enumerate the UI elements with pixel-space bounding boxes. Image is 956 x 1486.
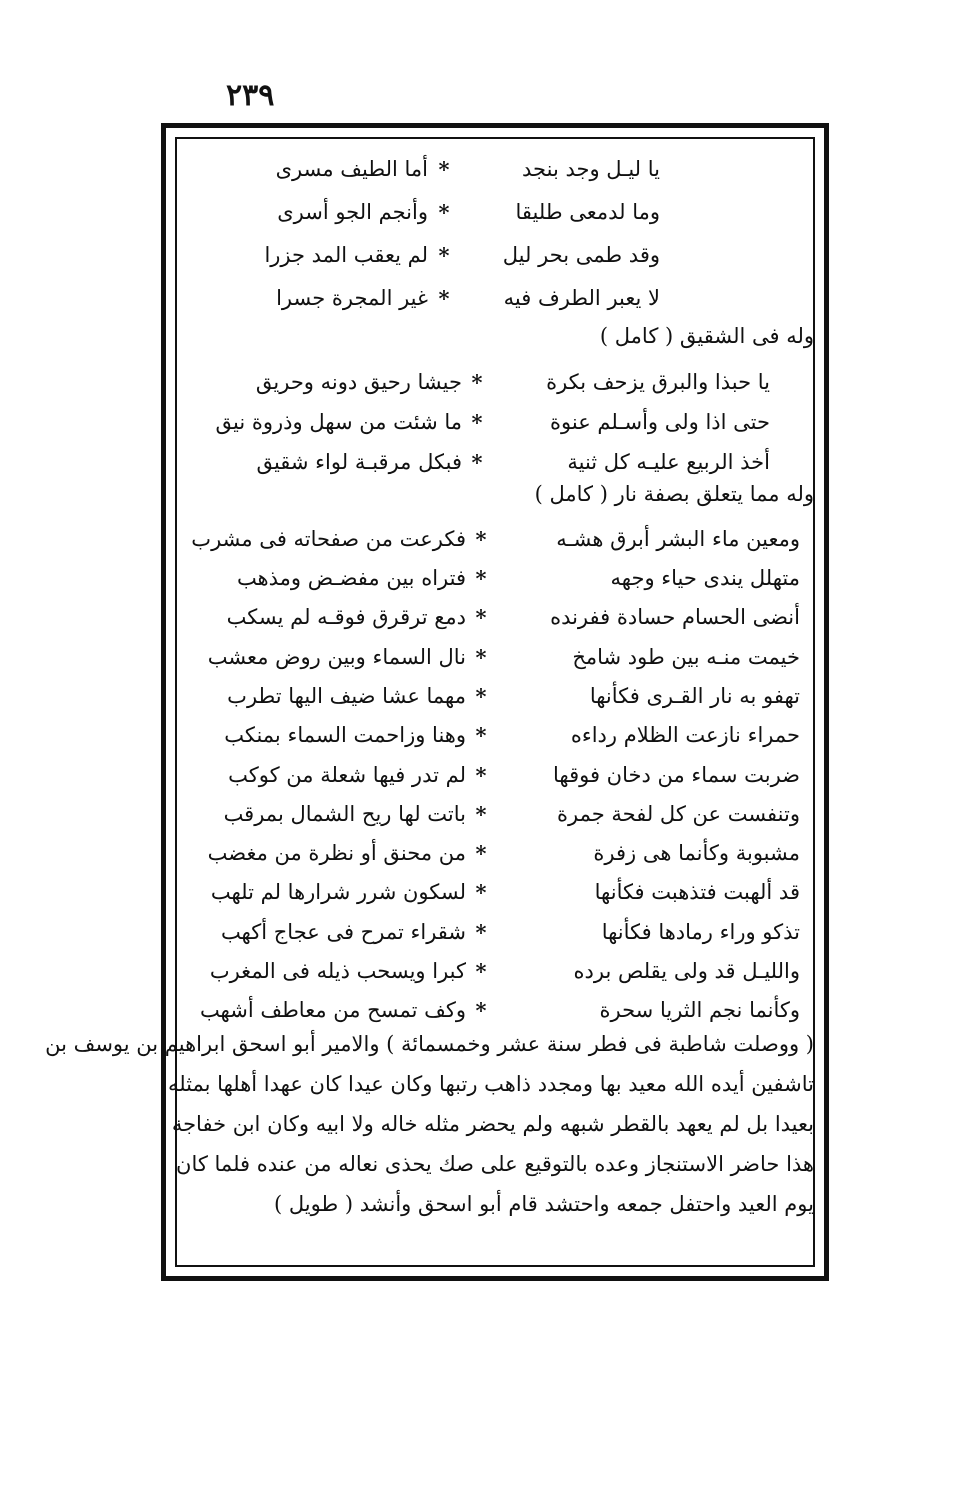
verse-line	[180, 677, 810, 715]
verse-separator: *	[475, 801, 487, 827]
verse-line	[180, 403, 810, 441]
verse-second-hemistich: وأنجم الجو أسرى	[277, 200, 428, 224]
verse-first-hemistich: يا ليـل وجد بنجد	[522, 157, 660, 181]
verse-separator: *	[475, 604, 487, 630]
verse-first-hemistich: متهلل يندى حياء وجهه	[610, 566, 800, 590]
verse-second-hemistich: مهما عشا ضيف اليها تطرب	[227, 684, 466, 708]
verse-second-hemistich: وهنا وزاحمت السماء بمنكب	[224, 723, 466, 747]
verse-line	[180, 638, 810, 676]
verse-first-hemistich: قد ألهبت فتذهبت فكأنها	[594, 880, 800, 904]
verse-separator: *	[471, 449, 483, 475]
verse-line	[180, 193, 810, 231]
verse-line	[180, 363, 810, 401]
verse-second-hemistich: أما الطيف مسرى	[275, 157, 428, 181]
verse-separator: *	[475, 958, 487, 984]
verse-separator: *	[475, 683, 487, 709]
verse-separator: *	[475, 565, 487, 591]
verse-first-hemistich: حمراء نازعت الظلام رداءه	[570, 723, 800, 747]
verse-second-hemistich: فبكل مرقبـة لواء شقيق	[256, 450, 462, 474]
verse-second-hemistich: جيشا رحيق دونه وحريق	[255, 370, 462, 394]
verse-second-hemistich: لسكون شرر شرارها لم تلهب	[210, 880, 466, 904]
prose-line: هذا حاضر الاستنجاز وعده بالتوقيع على صك يحذى نعاله من عنده فلما كان	[176, 1152, 814, 1176]
verse-second-hemistich: من محنق أو نظرة من مغضب	[207, 841, 466, 865]
verse-line	[180, 279, 810, 317]
prose-line: ( ووصلت شاطبة فى فطر سنة عشر وخمسمائة ) والامير أبو اسحق ابراهيم بن يوسف بن	[45, 1032, 814, 1056]
prose-line: يوم العيد واحتفل جمعه واحتشد قام أبو اسحق وأنشد ( طويل )	[274, 1192, 814, 1216]
page-content	[45, 140, 814, 1260]
verse-line	[180, 520, 810, 558]
verse-second-hemistich: ما شئت من سهل وذروة نيق	[215, 410, 462, 434]
verse-line	[180, 873, 810, 911]
verse-second-hemistich: لم يعقب المد جزرا	[264, 243, 428, 267]
prose-line: بعيدا بل لم يعهد بالقطر شبهه ولم يحضر مثله خاله ولا ابيه وكان ابن خفاجة	[171, 1112, 814, 1136]
verse-line	[180, 913, 810, 951]
verse-second-hemistich: غير المجرة جسرا	[276, 286, 428, 310]
section-heading: وله فى الشقيق ( كامل )	[599, 324, 814, 348]
verse-separator: *	[438, 285, 450, 311]
verse-line	[180, 756, 810, 794]
verse-second-hemistich: شقراء تمرح فى عجاج أكهب	[220, 920, 466, 944]
verse-line	[180, 236, 810, 274]
verse-separator: *	[475, 997, 487, 1023]
verse-second-hemistich: نال السماء وبين روض معشب	[207, 645, 466, 669]
verse-line	[180, 716, 810, 754]
verse-first-hemistich: والليـل قد ولى يقلص برده	[573, 959, 800, 983]
verse-separator: *	[438, 242, 450, 268]
verse-separator: *	[475, 762, 487, 788]
verse-line	[180, 559, 810, 597]
verse-first-hemistich: وما لدمعى طليقا	[515, 200, 660, 224]
verse-second-hemistich: فكرعت من صفحاته فى مشرب	[191, 527, 466, 551]
verse-first-hemistich: ومعين ماء البشر أبرق هشـه	[556, 527, 800, 551]
page-number: ٢٣٩	[226, 78, 275, 113]
verse-second-hemistich: كبرا ويسحب ذيله فى المغرب	[209, 959, 466, 983]
verse-first-hemistich: وقد طمى بحر ليل	[502, 243, 660, 267]
verse-line	[180, 795, 810, 833]
verse-second-hemistich: باتت لها ريح الشمال بمرقب	[223, 802, 466, 826]
verse-line	[180, 598, 810, 636]
section-heading: وله مما يتعلق بصفة نار ( كامل )	[534, 482, 814, 506]
verse-line	[180, 443, 810, 481]
verse-second-hemistich: فتراه بين مفضـض ومذهب	[236, 566, 466, 590]
verse-separator: *	[475, 644, 487, 670]
verse-first-hemistich: وكأنما نجم الثريا سحرة	[599, 998, 800, 1022]
verse-second-hemistich: لم تدر فيها شعلة من كوكب	[228, 763, 466, 787]
verse-separator: *	[475, 919, 487, 945]
verse-first-hemistich: حتى اذا ولى وأسـلم عنوة	[550, 410, 770, 434]
verse-second-hemistich: وكف تمسح من معاطف أشهب	[199, 998, 466, 1022]
verse-separator: *	[475, 526, 487, 552]
verse-first-hemistich: خيمت منـه بين طود شامخ	[572, 645, 800, 669]
verse-separator: *	[471, 409, 483, 435]
verse-separator: *	[475, 722, 487, 748]
verse-line	[180, 952, 810, 990]
verse-first-hemistich: ضربت سماء من دخان فوقها	[553, 763, 800, 787]
verse-separator: *	[471, 369, 483, 395]
verse-first-hemistich: تذكو وراء رمادها فكأنها	[601, 920, 800, 944]
verse-first-hemistich: يا حبذا والبرق يزحف بكرة	[546, 370, 770, 394]
verse-separator: *	[438, 156, 450, 182]
verse-second-hemistich: دمع ترقرق فوقـه لم يسكب	[226, 605, 466, 629]
verse-line	[180, 991, 810, 1029]
verse-line	[180, 834, 810, 872]
verse-separator: *	[475, 879, 487, 905]
verse-first-hemistich: تهفو به نار القـرى فكأنها	[589, 684, 800, 708]
verse-separator: *	[475, 840, 487, 866]
verse-first-hemistich: وتنفست عن كل لفحة جمرة	[557, 802, 800, 826]
prose-line: تاشفين أيده الله معيد بها ومجدد ذاهب رتبها وكان عيدا كان عهدا أهلها بمثله	[167, 1072, 814, 1096]
verse-line	[180, 150, 810, 188]
verse-first-hemistich: مشبوبة وكأنما هى زفرة	[593, 841, 800, 865]
verse-first-hemistich: أنضى الحسام حسادة ففرنده	[550, 605, 800, 629]
verse-separator: *	[438, 199, 450, 225]
verse-first-hemistich: لا يعبر الطرف فيه	[503, 286, 660, 310]
verse-first-hemistich: أخذ الربيع عليـه كل ثنية	[567, 450, 770, 474]
